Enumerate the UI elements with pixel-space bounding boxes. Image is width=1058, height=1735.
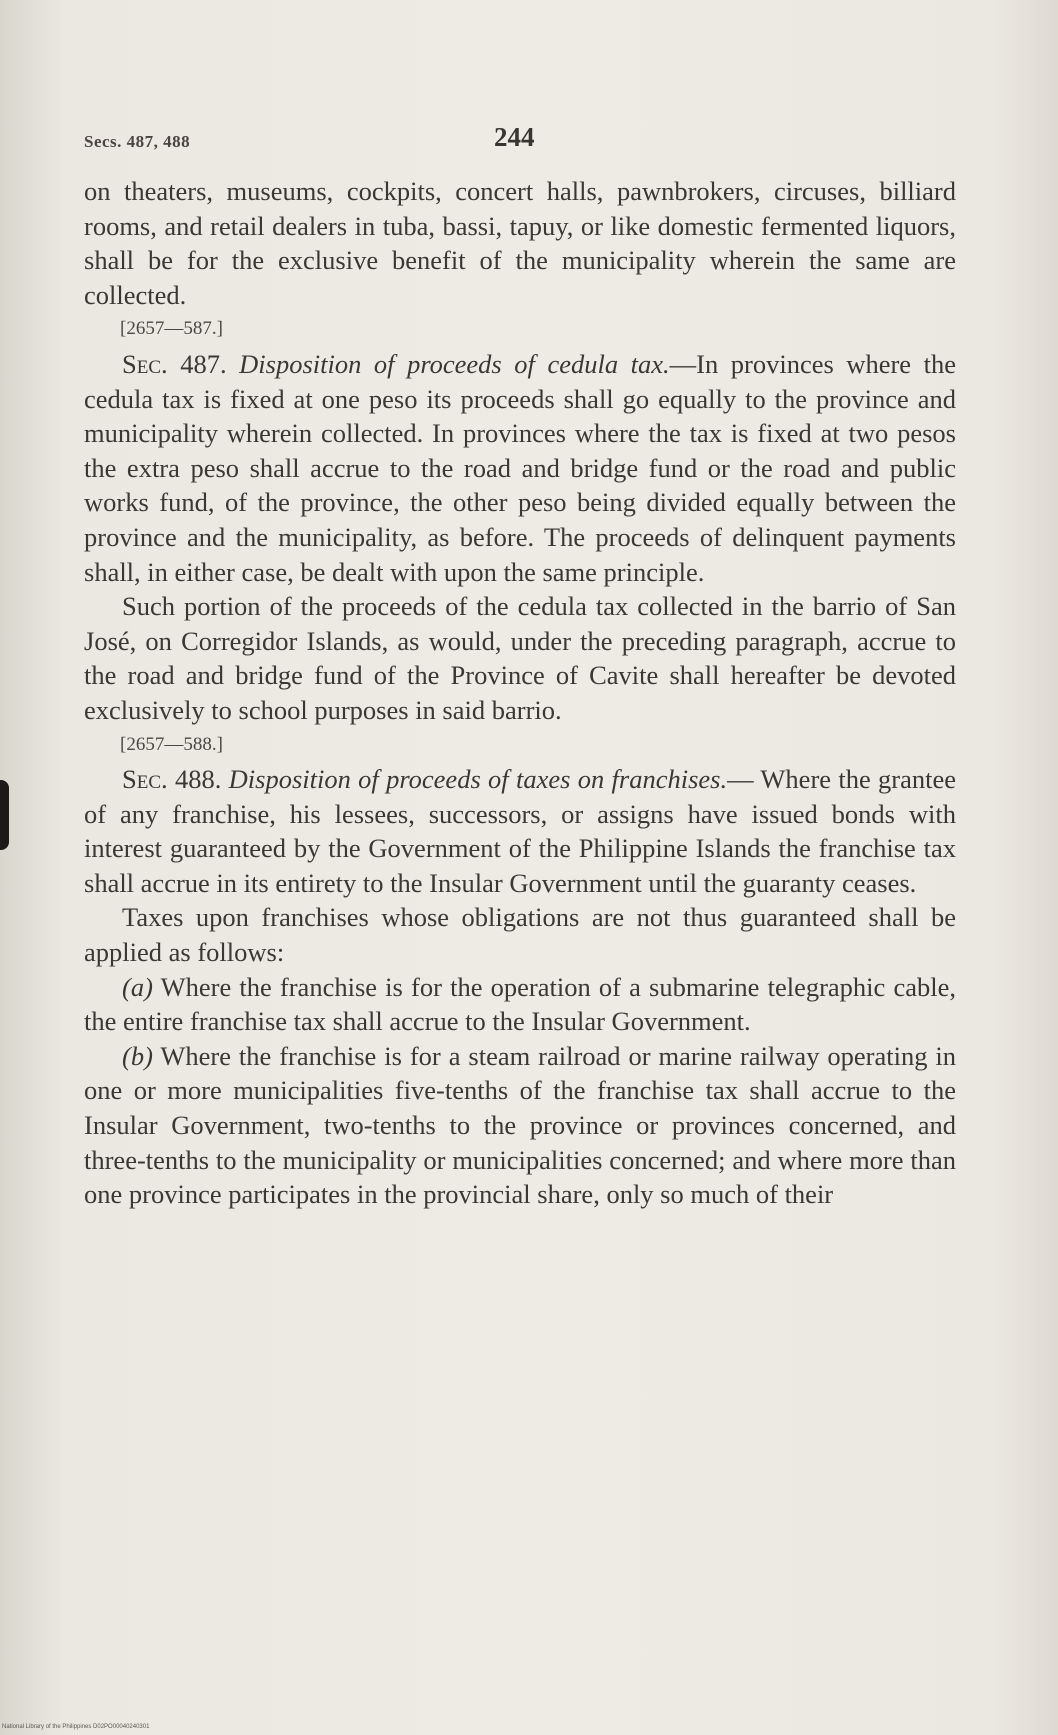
section-487-label: Sec. 487. (122, 348, 227, 379)
page-number: 244 (494, 122, 535, 152)
citation-2657-588: [2657—588.] (120, 733, 223, 755)
subparagraph-a (84, 970, 956, 1039)
subparagraph-b (84, 1039, 956, 1212)
section-488-label: Sec. 488. (122, 764, 222, 795)
binding-shadow (0, 780, 9, 850)
section-488 (84, 762, 956, 900)
section-487-text: —In provinces where the cedula tax is fixed at one peso its proceeds shall go equally to the province and municipality wherein collected. In provinces where the tax is fixed at two pesos the extra peso shall accrue to the road and bridge fund or the road and public works fund, of the province, the other peso being divided equally between the province and the municipality, as before. The proceeds of delinquent payments shall, in either case, be dealt with upon the same principle. (84, 348, 956, 587)
scan-source-note: National Library of the Philippines D02PO00040240301 (2, 1724, 150, 1730)
subparagraph-b-text: Where the franchise is for a steam railroad or marine railway operating in one or more municipalities five-tenths of the franchise tax shall accrue to the Insular Government, two-tenths to the province or provinces concerned, and three-tenths to the municipality or municipalities concerned; and where more than one province participates in the provincial share, only so much of their (84, 1040, 956, 1210)
section-488-title: Disposition of proceeds of taxes on franchises. (228, 764, 728, 795)
subparagraph-a-text: Where the franchise is for the operation of a submarine telegraphic cable, the entire franchise tax shall accrue to the Insular Government. (84, 971, 956, 1037)
running-head: Secs. 487, 488 (84, 132, 191, 151)
body-text (84, 174, 956, 1212)
paragraph-continuation: on theaters, museums, cockpits, concert halls, pawnbrokers, circuses, billiard rooms, and retail dealers in tuba, bassi, tapuy, or like domestic fermented liquors, shall be for the exclusive benefit of the municipality wherein the same are collected. (84, 176, 956, 310)
citation-2657-587: [2657—587.] (120, 318, 223, 340)
page-header (84, 118, 954, 158)
section-488-text: — Where the grantee of any franchise, his lessees, successors, or assigns have issued bonds with interest guaranteed by the Government of the Philippine Islands the franchise tax shall accrue in its entirety to the Insular Government until the guaranty ceases. (84, 764, 956, 898)
section-487-title: Disposition of proceeds of cedula tax. (239, 348, 670, 379)
section-487 (84, 347, 956, 589)
subparagraph-a-label: (a) (122, 971, 153, 1002)
paragraph-san-jose: Such portion of the proceeds of the cedula tax collected in the barrio of San José, on Corregidor Islands, as would, under the preceding paragraph, accrue to the road and bridge fund of the Province of Cavite shall hereafter be devoted exclusively to school purposes in said barrio. (84, 591, 956, 725)
subparagraph-b-label: (b) (122, 1040, 153, 1071)
paragraph-unguaranteed: Taxes upon franchises whose obligations are not thus guaranteed shall be applied as follows: (84, 902, 956, 968)
